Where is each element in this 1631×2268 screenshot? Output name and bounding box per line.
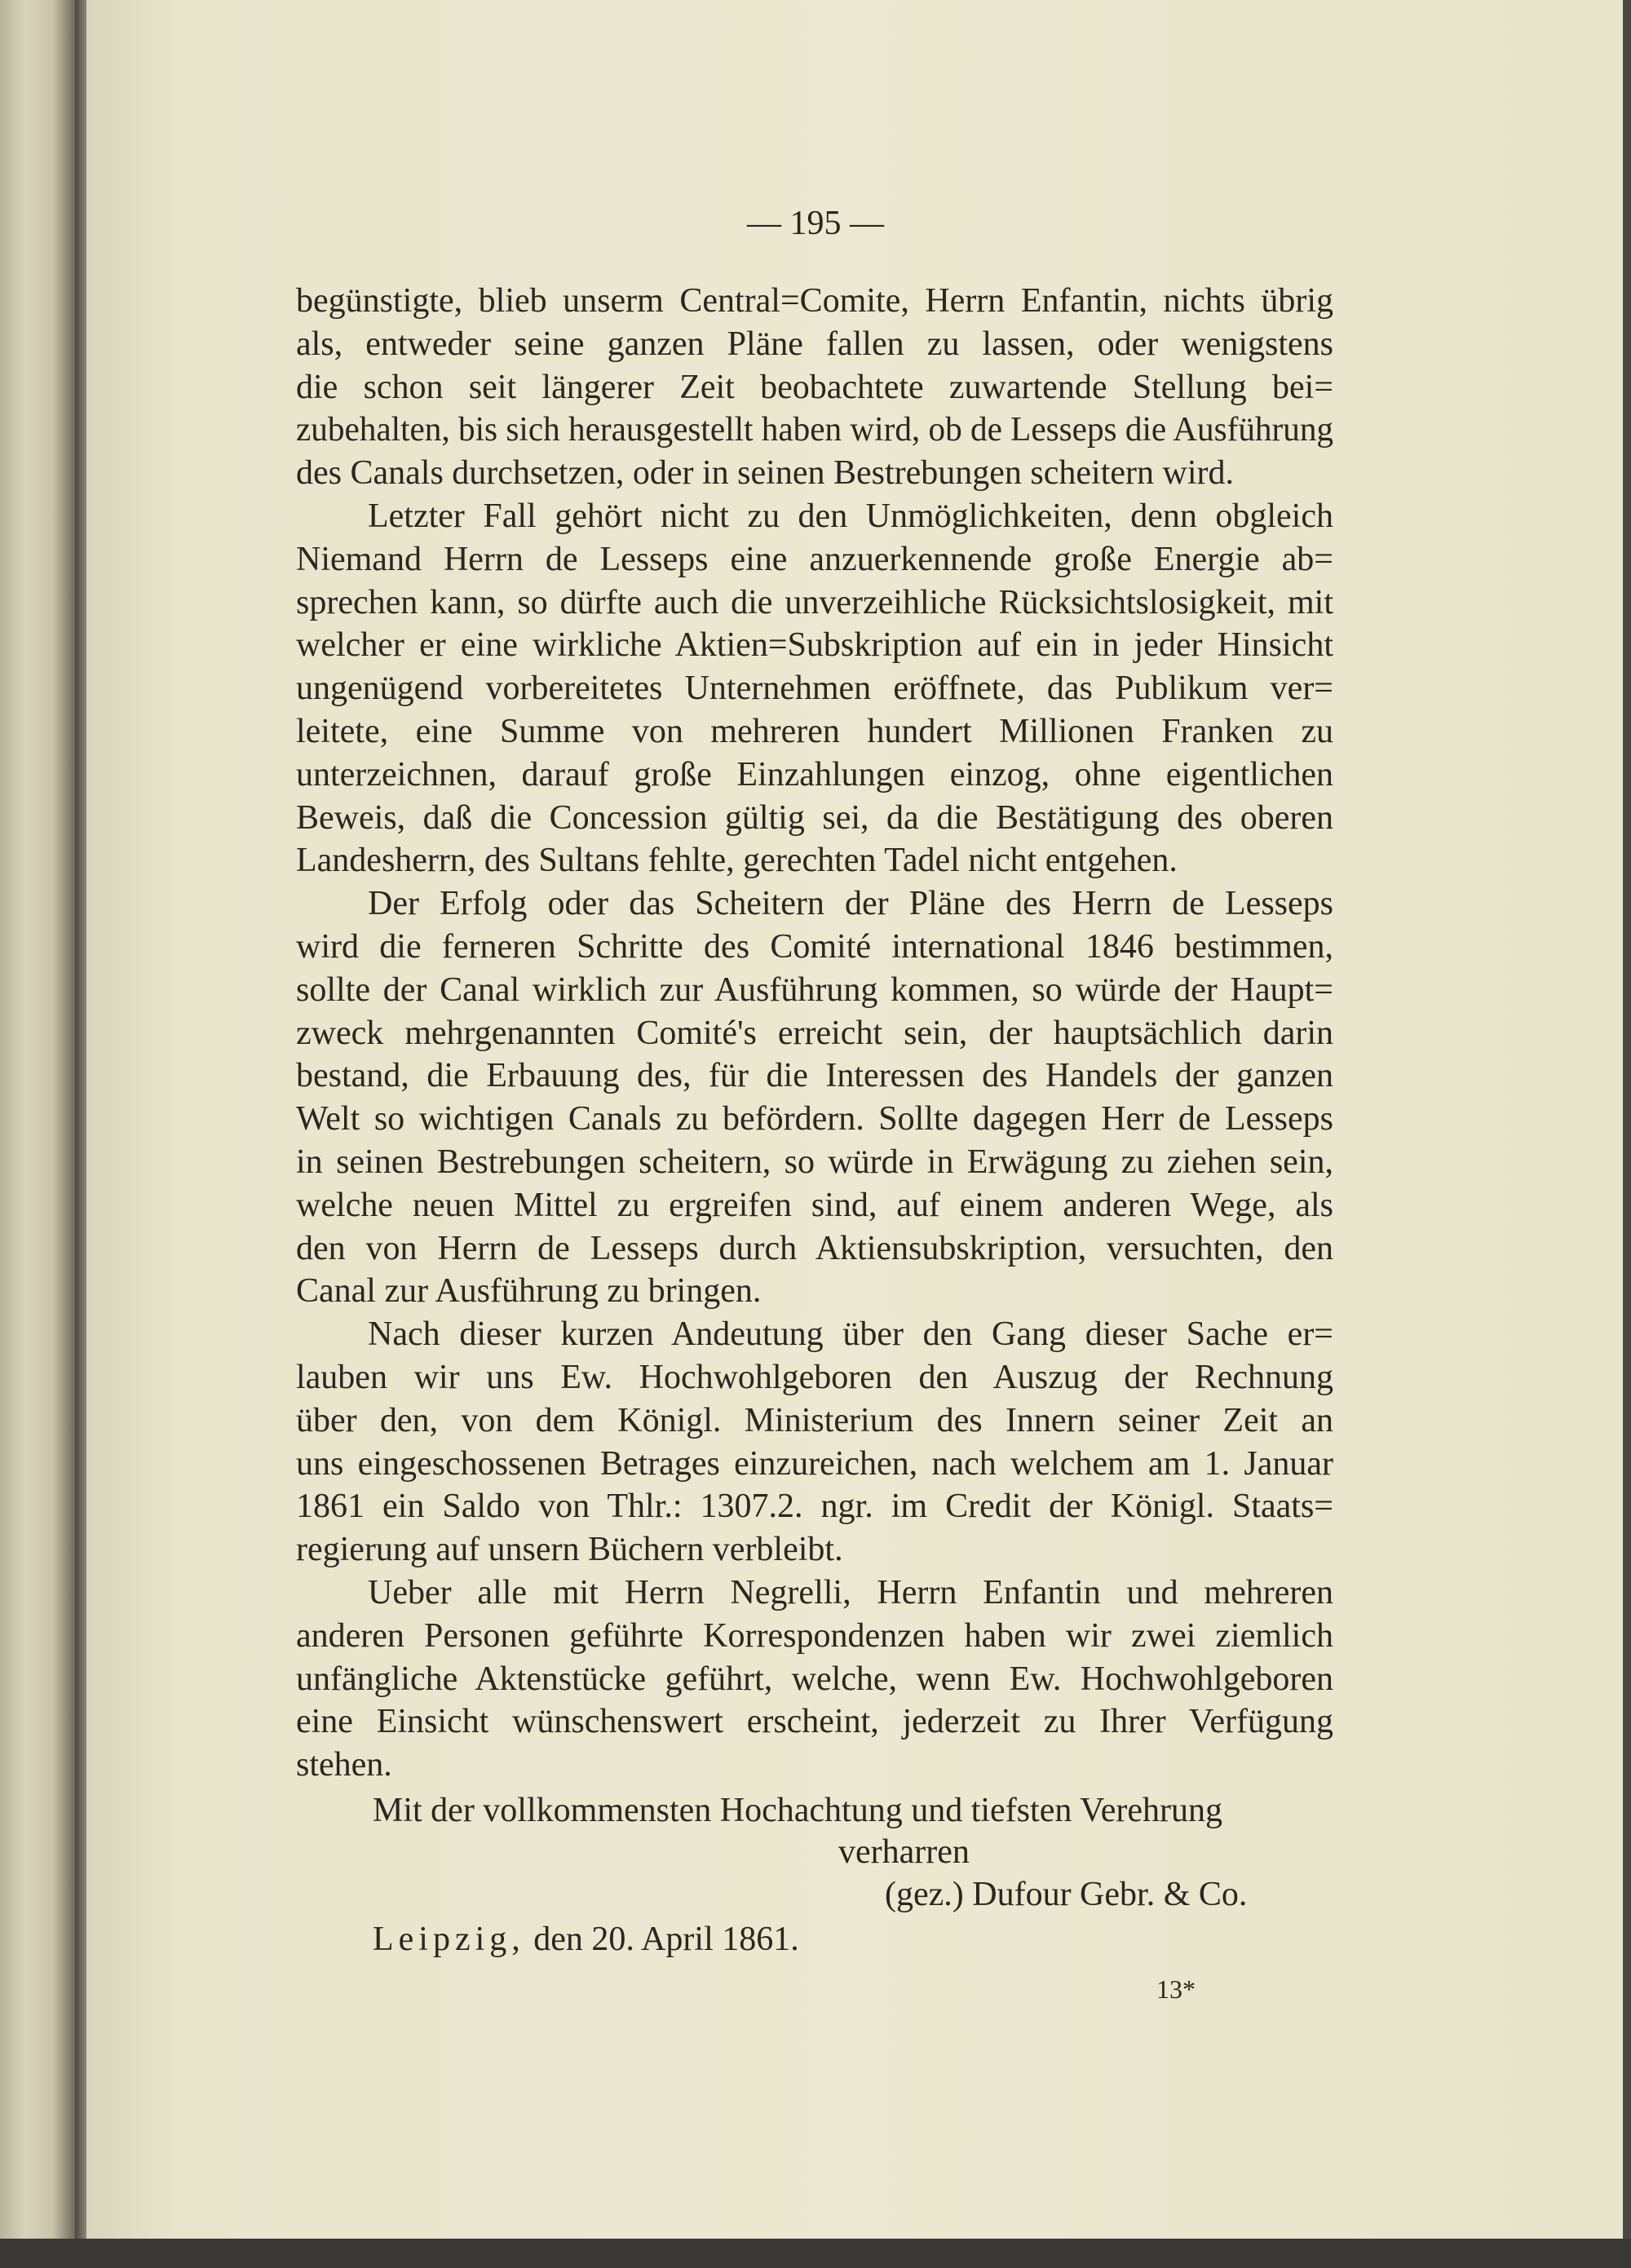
text-line: lauben wir uns Ew. Hochwohlgeboren den Auszug der Rechnung bbox=[296, 1358, 1333, 1396]
text-line: Ueber alle mit Herrn Negrelli, Herrn Enfantin und mehreren bbox=[368, 1573, 1333, 1611]
text-line: bestand, die Erbauung des, für die Interessen des Handels der ganzen bbox=[296, 1057, 1333, 1095]
text-line: leitete, eine Summe von mehreren hundert Millionen Franken zu bbox=[296, 712, 1333, 750]
book-gutter bbox=[75, 0, 86, 2239]
text-line: eine Einsicht wünschenswert erscheint, jederzeit zu Ihrer Verfügung bbox=[296, 1703, 1333, 1741]
text-line: in seinen Bestrebungen scheitern, so würde in Erwägung zu ziehen sein, bbox=[296, 1143, 1333, 1181]
text-line: zubehalten, bis sich herausgestellt haben wird, ob de Lesseps die Ausführung bbox=[296, 411, 1334, 449]
text-line: Letzter Fall gehört nicht zu den Unmöglichkeiten, denn obgleich bbox=[368, 497, 1333, 535]
text-line: über den, von dem Königl. Ministerium des Innern seiner Zeit an bbox=[296, 1401, 1333, 1439]
place: Leipzig, bbox=[373, 1921, 525, 1958]
text-line: zweck mehrgenannten Comité's erreicht sein, der hauptsächlich darin bbox=[296, 1014, 1333, 1052]
date: den 20. April 1861. bbox=[533, 1921, 799, 1958]
body-text bbox=[296, 280, 1333, 1787]
sheet-signature: 13* bbox=[1156, 1974, 1196, 2004]
text-line: uns eingeschossenen Betrages einzureichen, nach welchem am 1. Januar bbox=[296, 1444, 1333, 1483]
scan-border-right bbox=[1623, 0, 1631, 2268]
text-line: anderen Personen geführte Korrespondenzen haben wir zwei ziemlich bbox=[296, 1616, 1333, 1655]
page-number: — 195 — bbox=[747, 205, 884, 242]
text-line: begünstigte, blieb unserm Central=Comite, Herrn Enfantin, nichts übrig bbox=[296, 282, 1333, 320]
text-line: sprechen kann, so dürfte auch die unverzeihliche Rücksichtslosigkeit, mit bbox=[296, 583, 1333, 621]
closing-salutation: Mit der vollkommensten Hochachtung und tiefsten Verehrung bbox=[373, 1792, 1223, 1829]
text-line: stehen. bbox=[296, 1746, 392, 1784]
text-line: welcher er eine wirkliche Aktien=Subskription auf ein in jeder Hinsicht bbox=[296, 626, 1333, 665]
text-line: sollte der Canal wirklich zur Ausführung kommen, so würde der Haupt= bbox=[296, 970, 1333, 1009]
text-line: wird die ferneren Schritte des Comité international 1846 bestimmen, bbox=[296, 927, 1333, 966]
text-line: die schon seit längerer Zeit beobachtete zuwartende Stellung bei= bbox=[296, 368, 1333, 406]
text-line: des Canals durchsetzen, oder in seinen Bestrebungen scheitern wird. bbox=[296, 454, 1234, 493]
text-line: Niemand Herrn de Lesseps eine anzuerkennende große Energie ab= bbox=[296, 540, 1333, 578]
text-line: Nach dieser kurzen Andeutung über den Gang dieser Sache er= bbox=[368, 1315, 1333, 1354]
text-line: Canal zur Ausführung zu bringen. bbox=[296, 1272, 762, 1311]
text-line: Der Erfolg oder das Scheitern der Pläne des Herrn de Lesseps bbox=[368, 885, 1333, 923]
text-line: welche neuen Mittel zu ergreifen sind, auf einem anderen Wege, als bbox=[296, 1186, 1333, 1224]
text-line: unterzeichnen, darauf große Einzahlungen einzog, ohne eigentlichen bbox=[296, 755, 1333, 794]
text-line: unfängliche Aktenstücke geführt, welche, wenn Ew. Hochwohlgeboren bbox=[296, 1660, 1333, 1698]
text-line: Landesherrn, des Sultans fehlte, gerechten Tadel nicht entgehen. bbox=[296, 842, 1178, 880]
closing-verb: verharren bbox=[838, 1833, 970, 1871]
scan-border-bottom bbox=[0, 2239, 1631, 2268]
signature: (gez.) Dufour Gebr. & Co. bbox=[885, 1876, 1248, 1913]
place-and-date bbox=[373, 1918, 799, 1961]
text-line: regierung auf unsern Büchern verbleibt. bbox=[296, 1531, 843, 1569]
text-line: den von Herrn de Lesseps durch Aktiensubskription, versuchten, den bbox=[296, 1229, 1333, 1267]
text-line: ungenügend vorbereitetes Unternehmen eröffnete, das Publikum ver= bbox=[296, 670, 1333, 708]
text-line: 1861 ein Saldo von Thlr.: 1307.2. ngr. im Credit der Königl. Staats= bbox=[296, 1488, 1333, 1526]
text-line: Beweis, daß die Concession gültig sei, da die Bestätigung des oberen bbox=[296, 798, 1333, 837]
previous-page-edge bbox=[0, 0, 75, 2239]
text-line: Welt so wichtigen Canals zu befördern. Sollte dagegen Herr de Lesseps bbox=[296, 1100, 1333, 1138]
text-line: als, entweder seine ganzen Pläne fallen zu lassen, oder wenigstens bbox=[296, 325, 1333, 363]
